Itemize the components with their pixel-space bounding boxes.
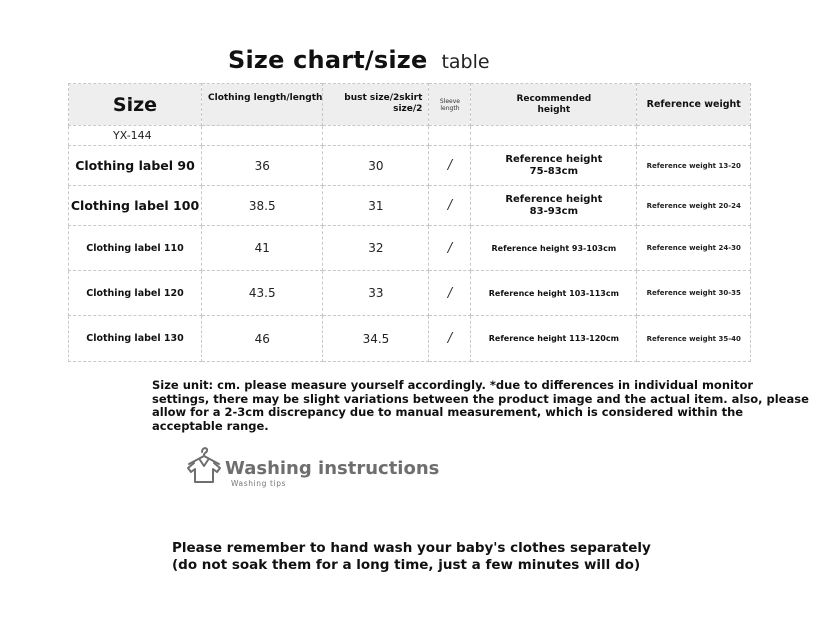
height-value: Reference height 113-120cm bbox=[471, 316, 637, 362]
sleeve-value: / bbox=[429, 271, 471, 316]
bust-value: 32 bbox=[323, 226, 429, 271]
washing-text-line1: Please remember to hand wash your baby's clothes separately bbox=[172, 540, 651, 556]
washing-title: Washing instructions bbox=[225, 458, 440, 479]
length-value: 46 bbox=[202, 316, 323, 362]
table-row bbox=[69, 271, 751, 316]
header-size: Size bbox=[69, 84, 202, 126]
sleeve-value: / bbox=[429, 316, 471, 362]
table-row-sku bbox=[69, 126, 751, 146]
bust-value: 33 bbox=[323, 271, 429, 316]
title-main: Size chart/size bbox=[228, 46, 428, 74]
height-value: Reference height 75-83cm bbox=[471, 146, 637, 186]
header-reference-weight: Reference weight bbox=[637, 84, 751, 126]
washing-text-line2: (do not soak them for a long time, just a few minutes will do) bbox=[172, 557, 641, 573]
bust-value: 30 bbox=[323, 146, 429, 186]
sku-code: YX-144 bbox=[69, 126, 202, 146]
size-label: Clothing label 110 bbox=[69, 226, 202, 271]
length-value: 36 bbox=[202, 146, 323, 186]
weight-value: Reference weight 24-30 bbox=[637, 226, 751, 271]
sleeve-value: / bbox=[429, 146, 471, 186]
size-note: Size unit: cm. please measure yourself accordingly. *due to differences in individual monitor settings, there may be slight variations between the product image and the actual item. also, please allow for a 2-3cm discrepancy due to manual measurement, which is considered within the acceptable range. bbox=[152, 378, 809, 433]
table-row bbox=[69, 146, 751, 186]
height-value: Reference height 103-113cm bbox=[471, 271, 637, 316]
title-sub: table bbox=[441, 51, 490, 73]
length-value: 38.5 bbox=[202, 186, 323, 226]
length-value: 43.5 bbox=[202, 271, 323, 316]
bust-value: 31 bbox=[323, 186, 429, 226]
weight-value: Reference weight 20-24 bbox=[637, 186, 751, 226]
washing-instructions-heading bbox=[185, 444, 445, 490]
size-label: Clothing label 120 bbox=[69, 271, 202, 316]
height-value: Reference height 83-93cm bbox=[471, 186, 637, 226]
size-label: Clothing label 130 bbox=[69, 316, 202, 362]
weight-value: Reference weight 30-35 bbox=[637, 271, 751, 316]
page-title bbox=[228, 46, 490, 74]
bust-value: 34.5 bbox=[323, 316, 429, 362]
table-row bbox=[69, 186, 751, 226]
shirt-on-hanger-icon bbox=[185, 444, 223, 484]
size-label: Clothing label 90 bbox=[69, 146, 202, 186]
size-label: Clothing label 100 bbox=[69, 186, 202, 226]
sleeve-value: / bbox=[429, 226, 471, 271]
washing-subtitle: Washing tips bbox=[231, 479, 287, 488]
table-row bbox=[69, 226, 751, 271]
header-recommended-height: Recommended height bbox=[471, 84, 637, 126]
washing-text bbox=[172, 540, 792, 574]
table-row bbox=[69, 316, 751, 362]
weight-value: Reference weight 35-40 bbox=[637, 316, 751, 362]
size-chart-table bbox=[68, 83, 751, 362]
length-value: 41 bbox=[202, 226, 323, 271]
header-sleeve: Sleeve length bbox=[429, 84, 471, 126]
sleeve-value: / bbox=[429, 186, 471, 226]
weight-value: Reference weight 13-20 bbox=[637, 146, 751, 186]
height-value: Reference height 93-103cm bbox=[471, 226, 637, 271]
header-bust: bust size/2skirt size/2 bbox=[323, 84, 429, 126]
header-clothing-length: Clothing length/length bbox=[202, 84, 323, 126]
